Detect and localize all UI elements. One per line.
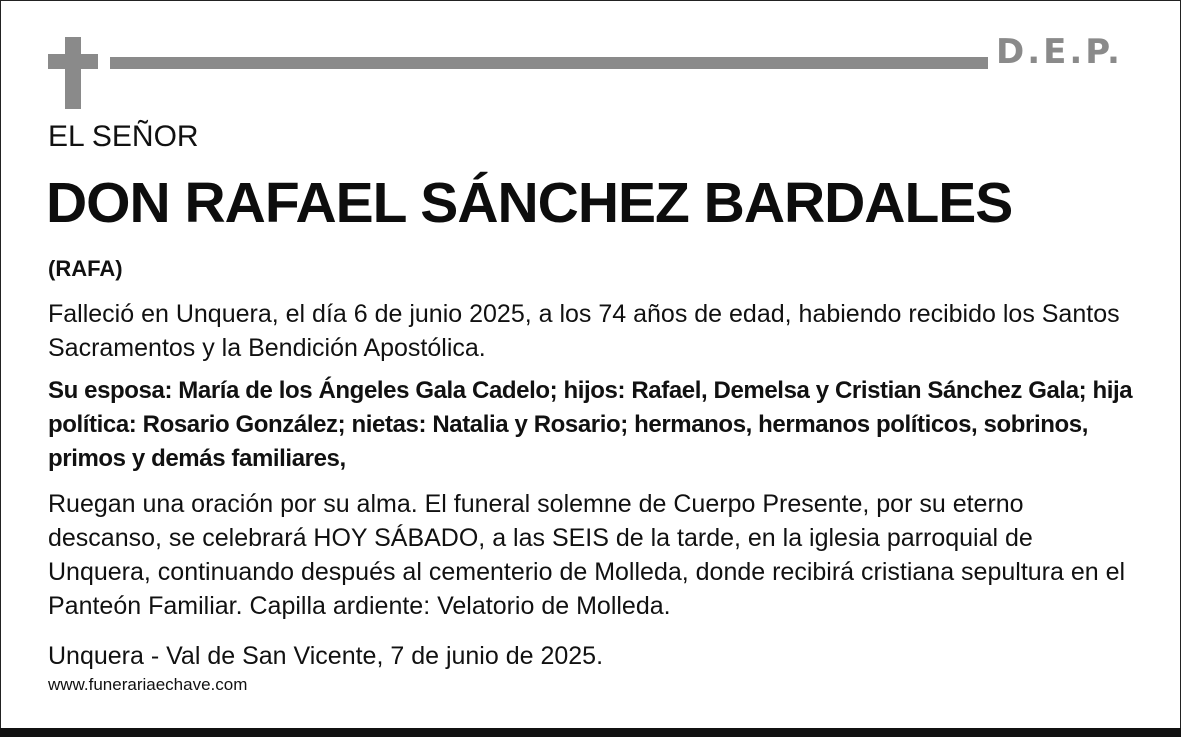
- dep-label: D.E.P.: [996, 32, 1123, 72]
- title-label: EL SEÑOR: [48, 120, 199, 153]
- cross-icon: [48, 37, 98, 109]
- deceased-nickname: (RAFA): [48, 256, 123, 281]
- website-link[interactable]: www.funerariaechave.com: [48, 675, 248, 694]
- family-paragraph: Su esposa: María de los Ángeles Gala Cadelo; hijos: Rafael, Demelsa y Cristian Sánchez Gala; hija política: Rosario González; nietas: Natalia y Rosario; hermanos, hermanos políticos, sobrinos, primos y demás familiares,: [48, 377, 1133, 472]
- funeral-paragraph: Ruegan una oración por su alma. El funeral solemne de Cuerpo Presente, por su eterno descanso, se celebrará HOY SÁBADO, a las SEIS de la tarde, en la iglesia parroquial de Unquera, continuando después al cementerio de Molleda, donde recibirá cristiana sepultura en el Panteón Familiar. Capilla ardiente: Velatorio de Molleda.: [48, 490, 1126, 620]
- death-notice-paragraph: Falleció en Unquera, el día 6 de junio 2025, a los 74 años de edad, habiendo recibido los Santos Sacramentos y la Bendición Apostólica.: [48, 300, 1120, 362]
- place-date: Unquera - Val de San Vicente, 7 de junio de 2025.: [48, 642, 604, 670]
- deceased-name: DON RAFAEL SÁNCHEZ BARDALES: [46, 171, 1013, 235]
- header-rule: [110, 57, 988, 69]
- bottom-border: [0, 728, 1181, 737]
